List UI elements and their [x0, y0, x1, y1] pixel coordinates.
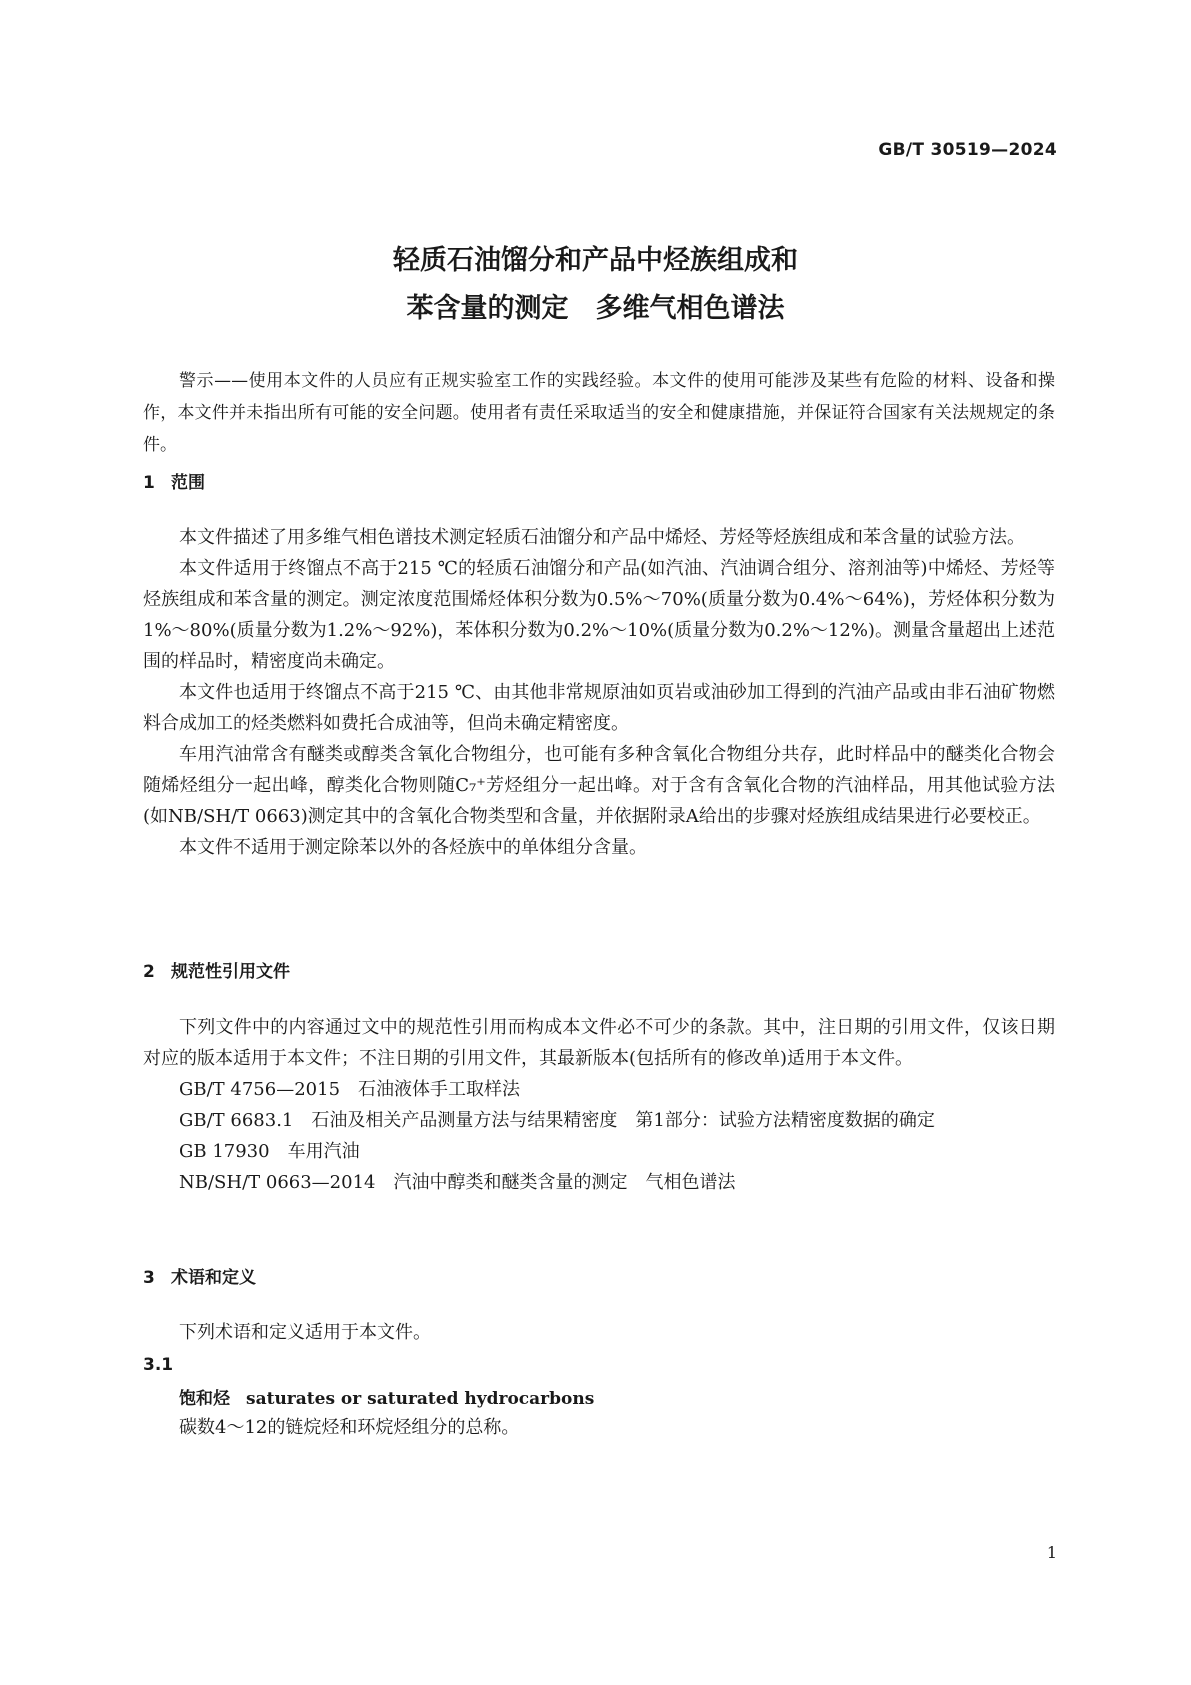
reference-item: [143, 1074, 1055, 1105]
reference-code: NB/SH/T 0663—2014: [179, 1172, 376, 1193]
section-1-heading: [143, 468, 205, 493]
section-2-heading: [143, 957, 290, 982]
paragraph: 本文件适用于终馏点不高于215 ℃的轻质石油馏分和产品(如汽油、汽油调合组分、溶剂油等)中烯烃、芳烃等烃族组成和苯含量的测定。测定浓度范围烯烃体积分数为0.5%～70%(质量分数为0.4%～64%)，芳烃体积分数为1%～80%(质量分数为1.2%～92%)，苯体积分数为0.2%～10%(质量分数为0.2%～12%)。测量含量超出上述范围的样品时，精密度尚未确定。: [143, 558, 1055, 672]
section-number: 3: [143, 1268, 155, 1288]
warning-paragraph: 警示——使用本文件的人员应有正规实验室工作的实践经验。本文件的使用可能涉及某些有危险的材料、设备和操作，本文件并未指出所有可能的安全问题。使用者有责任采取适当的安全和健康措施，并保证符合国家有关法规规定的条件。: [143, 371, 1055, 455]
title-line-2: 苯含量的测定 多维气相色谱法: [406, 293, 785, 324]
document-title: [0, 237, 1191, 333]
term-definition: 碳数4～12的链烷烃和环烷烃组分的总称。: [179, 1417, 520, 1438]
section-1-body: [143, 522, 1055, 863]
term-english: saturates or saturated hydrocarbons: [246, 1389, 595, 1409]
section-3-heading: [143, 1263, 256, 1288]
page-number: 1: [1046, 1543, 1057, 1562]
reference-title: 石油液体手工取样法: [358, 1079, 521, 1100]
paragraph: 本文件也适用于终馏点不高于215 ℃、由其他非常规原油如页岩或油砂加工得到的汽油产品或由非石油矿物燃料合成加工的烃类燃料如费托合成油等，但尚未确定精密度。: [143, 682, 1055, 734]
paragraph: 本文件不适用于测定除苯以外的各烃族中的单体组分含量。: [179, 837, 647, 858]
paragraph: 本文件描述了用多维气相色谱技术测定轻质石油馏分和产品中烯烃、芳烃等烃族组成和苯含量的试验方法。: [179, 527, 1025, 548]
paragraph: 车用汽油常含有醚类或醇类含氧化合物组分，也可能有多种含氧化合物组分共存，此时样品中的醚类化合物会随烯烃组分一起出峰，醇类化合物则随C₇⁺芳烃组分一起出峰。对于含有含氧化合物的汽油样品，用其他试验方法(如NB/SH/T 0663)测定其中的含氧化合物类型和含量，并依据附录A给出的步骤对烃族组成结果进行必要校正。: [143, 744, 1055, 827]
reference-item: [143, 1136, 1055, 1167]
reference-code: GB/T 4756—2015: [179, 1079, 341, 1100]
reference-code: GB/T 6683.1: [179, 1110, 294, 1131]
standard-code: GB/T 30519—2024: [878, 140, 1057, 160]
section-2-body: [143, 1012, 1055, 1198]
term-number: 3.1: [143, 1355, 174, 1375]
reference-code: GB 17930: [179, 1141, 270, 1162]
section-number: 1: [143, 473, 155, 493]
section-3-intro: [143, 1317, 1055, 1348]
term-chinese: 饱和烃: [179, 1389, 230, 1409]
reference-item: [143, 1167, 1055, 1198]
reference-title: 汽油中醇类和醚类含量的测定 气相色谱法: [393, 1172, 736, 1193]
section-title: 术语和定义: [171, 1268, 256, 1288]
section-number: 2: [143, 962, 155, 982]
reference-title: 石油及相关产品测量方法与结果精密度 第1部分：试验方法精密度数据的确定: [311, 1110, 935, 1131]
paragraph: 下列文件中的内容通过文中的规范性引用而构成本文件必不可少的条款。其中，注日期的引用文件，仅该日期对应的版本适用于本文件；不注日期的引用文件，其最新版本(包括所有的修改单)适用于本文件。: [143, 1017, 1055, 1069]
title-line-1: 轻质石油馏分和产品中烃族组成和: [393, 245, 798, 276]
section-title: 范围: [171, 473, 205, 493]
section-title: 规范性引用文件: [171, 962, 290, 982]
term-heading: [179, 1384, 594, 1409]
paragraph: 下列术语和定义适用于本文件。: [179, 1322, 431, 1343]
reference-item: [143, 1105, 1055, 1136]
reference-title: 车用汽油: [287, 1141, 360, 1162]
